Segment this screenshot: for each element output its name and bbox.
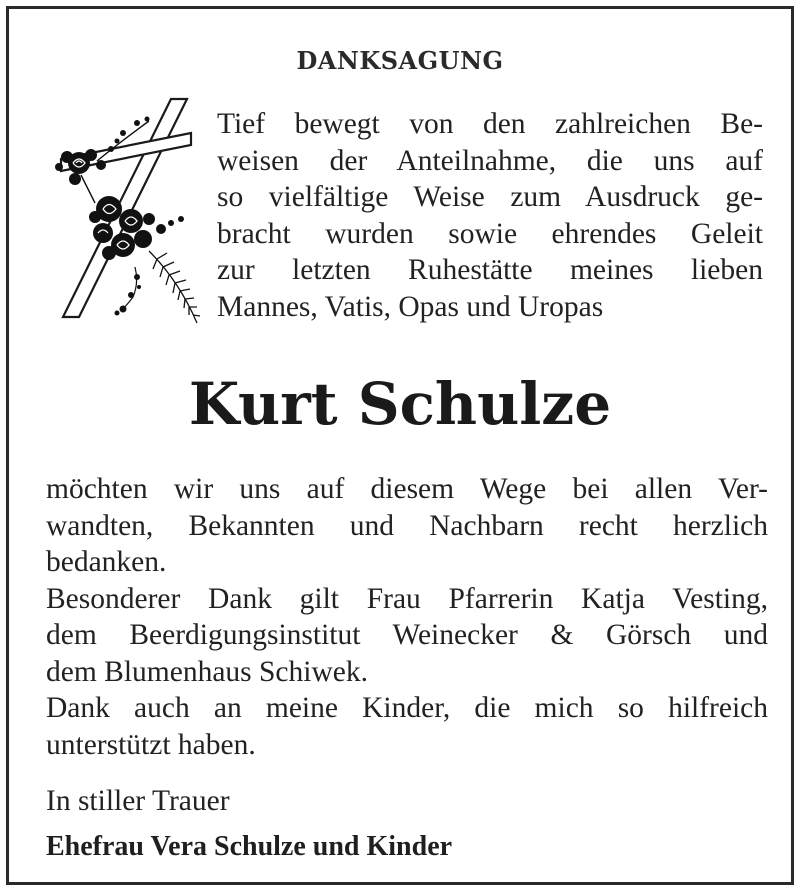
obituary-notice xyxy=(6,6,794,885)
cross-with-roses-icon xyxy=(39,91,214,331)
body-line: dem Blumenhaus Schiwek. xyxy=(46,655,368,688)
body-line: Besonderer Dank gilt Frau Pfarrerin Katja Vesting, xyxy=(46,582,768,615)
intro-line: weisen der Anteilnahme, die uns auf xyxy=(217,144,763,177)
intro-line: zur letzten Ruhestätte meines lieben xyxy=(217,254,763,286)
deceased-name: Kurt Schulze xyxy=(188,370,612,438)
body-line: wandten, Bekannten und Nachbarn recht herzlich xyxy=(46,509,768,542)
intro-line: so vielfältige Weise zum Ausdruck ge- xyxy=(217,181,763,213)
body-line: Dank auch an meine Kinder, die mich so hilfreich xyxy=(46,692,768,724)
signoff: In stiller Trauer xyxy=(46,785,230,817)
body-line: unterstützt haben. xyxy=(46,728,256,761)
body-line: möchten wir uns auf diesem Wege bei allen Ver- xyxy=(46,473,768,505)
intro-line: bracht wurden sowie ehrendes Geleit xyxy=(217,217,763,250)
signature: Ehefrau Vera Schulze und Kinder xyxy=(46,831,453,862)
intro-line: Tief bewegt von den zahlreichen Be- xyxy=(217,108,763,140)
body-line: bedanken. xyxy=(46,546,167,578)
intro-paragraph xyxy=(217,106,763,325)
body-line: dem Beerdigungsinstitut Weinecker & Görsch und xyxy=(46,619,768,651)
thanks-paragraph xyxy=(46,471,768,763)
notice-heading: DANKSAGUNG xyxy=(296,46,504,75)
intro-line: Mannes, Vatis, Opas und Uropas xyxy=(217,290,604,323)
